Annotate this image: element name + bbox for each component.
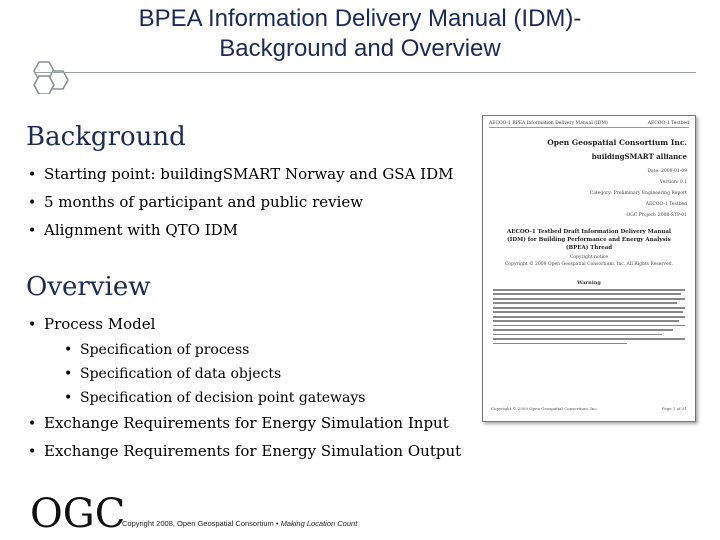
hexagon-cluster-icon (26, 58, 72, 94)
doc-meta-line: Date: 2009-01-09 (647, 169, 687, 174)
doc-header (489, 121, 689, 128)
doc-warning-text-block (493, 289, 685, 347)
background-bullet: • Starting point: buildingSMART Norway and GSA IDM (28, 161, 454, 189)
doc-footer-left: Copyright © 2009 Open Geospatial Consortium, Inc. (491, 406, 598, 411)
doc-meta-line: OGC Project: 2008-STP-01 (626, 213, 687, 218)
footer-tagline: Making Location Count (280, 519, 358, 528)
doc-meta-line: AECOO-1 Testbed (645, 202, 687, 207)
doc-org: Open Geospatial Consortium Inc. (547, 138, 687, 147)
doc-footer (491, 406, 687, 411)
ogc-logo: OGC (30, 491, 126, 537)
overview-bullet: • Exchange Requirements for Energy Simulation Input (28, 410, 461, 438)
title-divider (36, 72, 696, 73)
overview-bullet-list (28, 311, 155, 339)
background-bullet-list (28, 161, 454, 245)
overview-sub-bullet: • Specification of data objects (64, 362, 365, 386)
slide-title (60, 4, 660, 64)
doc-header-right: AECOO-1 Testbed (647, 121, 689, 126)
doc-copyright-notice-text: Copyright © 2009 Open Geospatial Consortium, Inc. All Rights Reserved. (504, 262, 674, 267)
overview-bullet: • Process Model (28, 311, 155, 339)
background-bullet: • 5 months of participant and public review (28, 189, 454, 217)
doc-header-left: AECOO-1 BPEA Information Delivery Manual (IDM) (489, 121, 608, 126)
doc-subtitle: buildingSMART alliance (591, 152, 687, 161)
doc-meta-line: Version: 0.1 (659, 180, 687, 185)
overview-sub-bullet: • Specification of process (64, 338, 365, 362)
background-heading: Background (26, 122, 186, 152)
slide-title-line2: Background and Overview (219, 35, 501, 62)
overview-sub-bullet-list (64, 338, 365, 410)
footer-separator: • (273, 519, 281, 528)
doc-footer-right: Page 1 of 31 (661, 406, 687, 411)
doc-main-title: AECOO-1 Testbed Draft Information Delivery Manual (IDM) for Building Performance and Energy Analysis (BPEA) Thread (507, 229, 671, 251)
slide-title-line1: BPEA Information Delivery Manual (IDM)- (138, 5, 582, 32)
background-bullet: • Alignment with QTO IDM (28, 217, 454, 245)
document-thumbnail (482, 115, 696, 422)
overview-bullet-list-2 (28, 410, 461, 466)
overview-heading: Overview (26, 272, 151, 302)
doc-meta-line: Category: Preliminary Engineering Report (589, 191, 687, 196)
footer-copyright-text: Copyright 2008, Open Geospatial Consortium (122, 519, 274, 528)
overview-sub-bullet: • Specification of decision point gateways (64, 386, 365, 410)
doc-meta (590, 166, 687, 221)
footer-copyright (122, 519, 357, 528)
doc-warning-title: Warning (577, 280, 601, 286)
overview-bullet: • Exchange Requirements for Energy Simulation Output (28, 438, 461, 466)
doc-copyright-notice-title: Copyright notice (569, 255, 609, 260)
doc-copyright-notice (493, 254, 685, 268)
